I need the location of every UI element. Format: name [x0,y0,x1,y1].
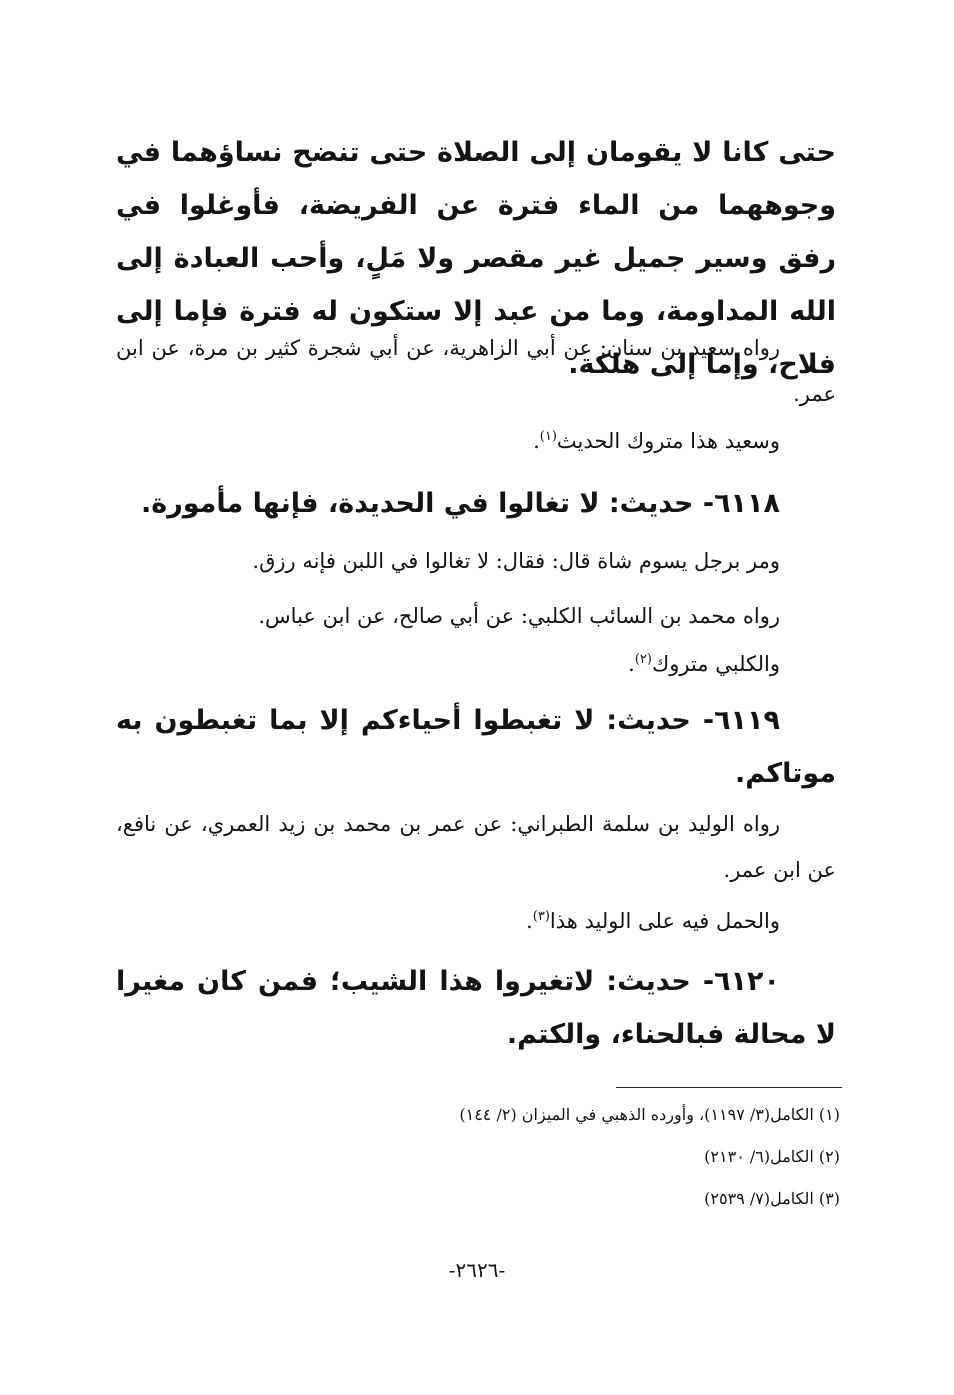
hadith-6118-heading [116,477,836,530]
hadith-6119-chain [116,801,836,893]
footnote-marker-3[interactable]: (٣) [532,909,550,924]
hadith-6119-heading [116,694,836,800]
hadith-6118-chain [116,593,836,639]
hadith-6118-text: ٦١١٨- حديث: لا تغالوا في الحديدة، فإنها مأمورة. [141,488,780,519]
page-number: -٢٦٢٦- [448,1258,506,1282]
hadith-6118-narrative [116,538,836,584]
narration-chain-paragraph [116,325,836,417]
sentence-end: . [533,429,540,453]
hadith-6120-text: ٦١٢٠- حديث: لاتغيروا هذا الشيب؛ فمن كان مغيرا لا محالة فبالحناء، والكتم. [116,966,836,1050]
hadith-6119-text: ٦١١٩- حديث: لا تغبطوا أحياءكم إلا بما تغبطون به موتاكم. [116,705,836,789]
hadith-text: حتى كانا لا يقومان إلى الصلاة حتى تنضح نساؤهما في وجوههما من الماء فترة عن الفريضة، فأوغلوا في رفق وسير جميل غير مقصر ولا مَلٍ، وأحب العبادة إلى الله المداومة، وما من عبد إلا ستكون له فترة فإما إلى فلاح، وإما إلى هلكة. [116,137,836,380]
grading-text: والحمل فيه على الوليد هذا [549,909,780,933]
chain-text: رواه محمد بن السائب الكلبي: عن أبي صالح، عن ابن عباس. [258,604,780,628]
footnotes-section [110,1094,840,1220]
sentence-end: . [628,652,635,676]
chain-text: رواه الوليد بن سلمة الطبراني: عن عمر بن محمد بن زيد العمري، عن نافع، عن ابن عمر. [116,812,836,882]
narration-text: رواه سعيد بن سنان: عن أبي الزاهرية، عن أبي شجرة كثير بن مرة، عن ابن عمر. [116,336,836,406]
footnote-2: (٢) الكامل(٦/ ٢١٣٠) [704,1147,840,1166]
hadith-6119-grading [116,898,836,944]
narrative-text: ومر برجل يسوم شاة قال: فقال: لا تغالوا في اللبن فإنه رزق. [252,549,780,573]
grading-paragraph [116,418,836,464]
grading-text: والكلبي متروك [651,652,780,676]
footnote-3: (٣) الكامل(٧/ ٢٥٣٩) [704,1189,840,1208]
hadith-6120-heading [116,955,836,1061]
footnote-marker-2[interactable]: (٢) [634,652,652,667]
sentence-end: . [526,909,533,933]
footnote-separator [616,1087,842,1088]
footnote-marker-1[interactable]: (١) [539,429,557,444]
footnote-1: (١) الكامل(٣/ ١١٩٧)، وأورده الذهبي في الميزان (٢/ ١٤٤) [459,1105,840,1124]
hadith-6118-grading [116,641,836,687]
grading-text: وسعيد هذا متروك الحديث [556,429,780,453]
